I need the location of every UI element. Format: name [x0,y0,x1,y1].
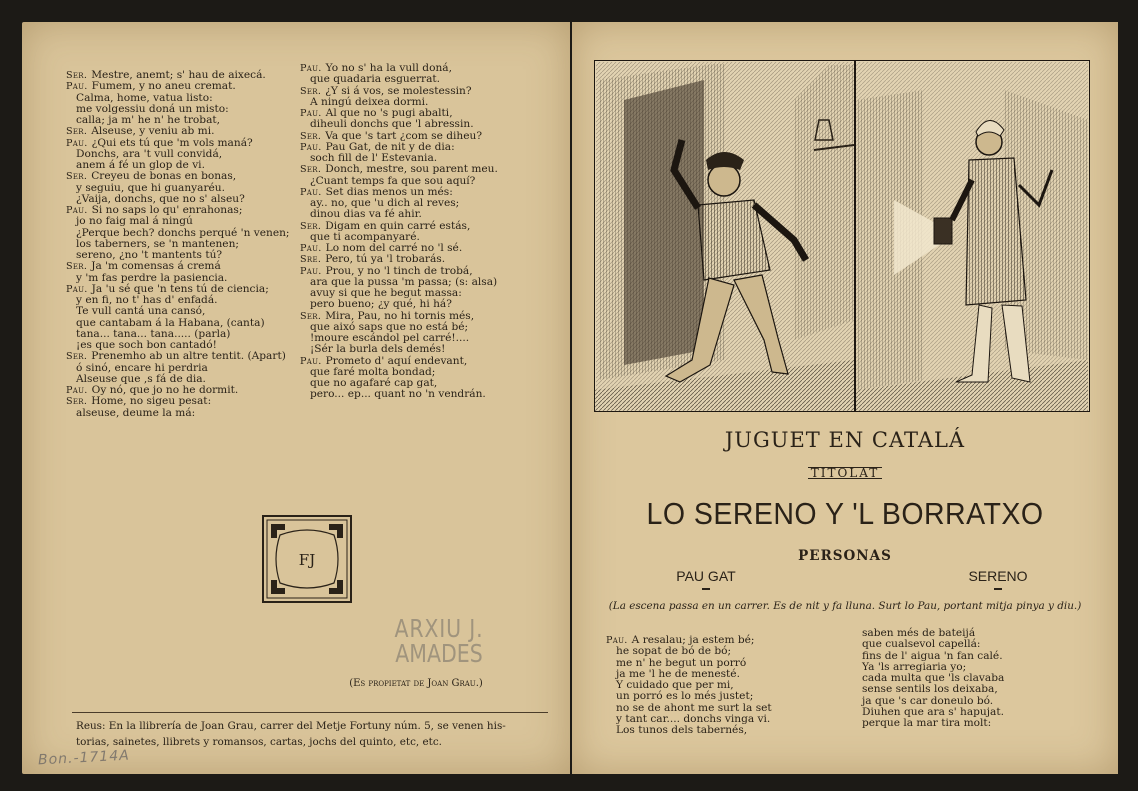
cast-member-sereno [958,568,1038,590]
verse-text: Alseuse que ,s fá de dia. [76,372,206,385]
verse-text: Oy nó, que jo no he dormit. [91,384,239,396]
left-text-column-a [66,70,306,419]
verse-text: ¿Y si á vos, se molestessin? [325,84,472,97]
speaker-label: Pau. [300,355,322,367]
verse-text: pero bueno; ¿y qué, hi há? [310,298,452,311]
verse-text: Al que no 's pugi abalti, [325,107,453,119]
verse-text: me n' he begut un porró [616,656,747,669]
archive-stamp [394,616,484,666]
right-page [572,22,1118,774]
cast-member-pau [666,568,746,590]
speaker-label: Pau. [66,385,88,396]
cast-dash [994,588,1002,590]
verse-text: Alseuse, y veniu ab mi. [91,125,215,138]
verse-text: Prometo d' aquí endevant, [325,354,468,367]
verse-text: A resalau; ja estem bé; [631,634,755,646]
genre-heading: JUGUET EN CATALÁ [724,428,966,452]
verse-text: me volgessiu doná un misto: [76,102,229,115]
titled-text: TITOLAT [808,467,883,479]
verse-text: Lo nom del carré no 'l sé. [325,242,463,254]
verse-text: que cualsevol capellá: [862,638,981,651]
titled-label [572,466,1118,480]
verse-text: soch fill de l' Estevania. [310,152,438,164]
verse-text: que no agafaré cap gat, [310,377,438,389]
stamp-line-2: AMADES [395,639,483,668]
verse-text: Ya 'ls arregiaria yo; [862,660,967,673]
verse-text: calla; ja m' he n' he trobat, [76,114,221,126]
footer-line-1: Reus: En la llibrería de Joan Grau, carrer del Metje Fortuny núm. 5, se venen his- [76,720,506,732]
verse-text: sereno, ¿no 't mantents tú? [76,249,223,261]
verse-text: Prenemho ab un altre tentit. (Apart) [91,350,286,363]
verse-text: y seguiu, que hi guanyaréu. [76,181,225,194]
verse-text: ¿Vaija, donchs, que no s' alseu? [76,192,245,205]
verse-text: Mira, Pau, no hi tornis més, [325,309,475,322]
verse-text: ja que 's car doneulo bó. [862,694,994,707]
verse-text: Pero, tú ya 'l trobarás. [325,253,446,266]
verse-text: que faré molta bondad; [310,365,436,378]
speaker-label: Ser. [66,351,88,363]
stamp-line-1: ARXIU J. [394,614,484,643]
verse-text: !moure escándol pel carré!.... [310,332,470,344]
verse-text: sense sentils los deixaba, [862,683,998,696]
verse-text: Set dias menos un més: [325,185,453,198]
publisher-footer [76,718,552,750]
verse-text: A ningú deixea dormi. [310,95,429,108]
verse-text: Prou, y no 'l tinch de trobá, [325,264,473,277]
verse-text: cada multa que 'ls clavaba [862,672,1005,684]
speaker-label: Ser. [66,396,88,408]
verse-text: fins de l' aigua 'n fan calé. [862,649,1003,662]
right-text-column-b [852,628,1092,729]
footer-line-2: torias, sainetes, llibrets y romansos, cartas, jochs del quinto, etc, etc. [76,736,442,748]
footer-divider [72,712,548,713]
verse-line [300,389,540,400]
cast-name: SERENO [968,568,1028,584]
verse-text: Creyeu de bonas en bonas, [91,170,237,183]
speaker-label: Ser. [66,171,88,183]
verse-text: ay.. no, que 'u dich al reves; [310,197,460,209]
speaker-label: Pau. [66,283,88,295]
verse-text: los taberners, se 'n mantenen; [76,237,239,250]
verse-text: Digam en quin carré estás, [325,219,471,232]
verse-text: que quadaria esguerrat. [310,73,441,86]
verse-text: Va que 's tart ¿com se diheu? [325,129,483,142]
speaker-label: Pau. [300,243,322,254]
verse-text: no se de ahont me surt la set [616,701,772,714]
speaker-label: Ser. [300,220,322,232]
verse-text: he sopat de bó de bó; [616,645,732,658]
speaker-label: Pau. [300,186,322,198]
left-page [22,22,570,774]
verse-text: Te vull cantá una cansó, [76,305,206,318]
verse-text: perque la mar tira molt: [862,717,992,729]
verse-text: anem á fé un glop de vi. [76,159,205,171]
verse-text: ¡Sér la burla dels demés! [310,343,446,356]
verse-text: Los tunos dels tabernés, [616,724,748,736]
verse-text: ja me 'l he de menesté. [616,667,740,680]
woodcut-illustration [594,60,1090,412]
verse-text: ara que la pussa 'm passa; (s: alsa) [310,275,498,288]
verse-text: Ja 'm comensas á cremá [91,260,221,273]
verse-text: y 'm fas perdre la pasiencia. [76,271,228,284]
speaker-label: Ser. [66,126,88,138]
pencil-catalog-mark: Bon.-1714A [37,747,131,769]
verse-text: que aixó saps que no está bé; [310,320,469,333]
speaker-label: Pau. [300,63,322,74]
speaker-label: Ser. [300,310,322,322]
verse-text: ó sinó, encare hi perdria [76,361,208,374]
verse-text: jo no faig mal á ningú [76,215,193,228]
verse-text: avuy si que he begut massa: [310,287,462,299]
cast-dash [702,588,710,590]
ornament-monogram: FJ [298,551,316,569]
left-text-column-b [300,63,540,401]
verse-text: Yo no s' ha la vull doná, [325,62,452,74]
verse-text: saben més de bateijá [862,627,976,639]
cast-heading: PERSONAS [798,548,892,564]
verse-text: Donch, mestre, sou parent meu. [325,163,498,176]
verse-text: dinou dias va fé ahir. [310,208,422,221]
speaker-label: Pau. [300,141,322,153]
verse-text: Ja 'u sé que 'n tens tú de ciencia; [91,282,269,295]
verse-line [66,408,306,419]
verse-text: ¿Cuant temps fa que sou aquí? [310,174,476,187]
speaker-label: Ser. [300,85,322,97]
ownership-note: (Es propietat de Joan Grau.) [349,678,483,689]
speaker-label: Sre. [300,254,322,266]
speaker-label: Ser. [66,70,88,81]
verse-text: que ti acompanyaré. [310,230,420,243]
verse-text: Home, no sigeu pesat: [91,395,212,408]
verse-text: Y cuidado que per mi, [616,679,734,691]
verse-text: pero... ep... quant no 'n vendrán. [310,388,486,401]
verse-text: que cantabam á la Habana, (canta) [76,316,265,329]
verse-text: Diuhen que ara s' hapujat. [862,705,1004,718]
speaker-label: Pau. [300,265,322,277]
verse-text: y tant car.... donchs vinga vi. [616,712,771,725]
verse-text: ¡es que soch bon cantadó! [76,339,217,351]
verse-text: y en fi, no t' has d' enfadá. [76,294,218,306]
verse-text: un porró es lo més justet; [616,690,754,703]
speaker-label: Pau. [300,108,322,119]
ornament-frame [262,515,352,603]
speaker-label: Pau. [66,137,88,149]
verse-text: ¿Qui ets tú que 'm vols maná? [91,136,253,149]
verse-text: diheuli donchs que 'l abressin. [310,118,474,131]
verse-text: Donchs, ara 't vull convidá, [76,147,223,160]
speaker-label: Ser. [300,164,322,176]
play-title: LO SERENO Y 'L BORRATXO [646,496,1044,531]
speaker-label: Ser. [66,261,88,273]
speaker-label: Pau. [66,205,88,216]
verse-text: Si no saps lo qu' enrahonas; [91,204,243,216]
speaker-label: Ser. [300,130,322,142]
verse-line [606,725,846,736]
verse-text: Calma, home, vatua listo: [76,91,213,104]
speaker-label: Pau. [66,81,88,93]
verse-text: Mestre, anemt; s' hau de aixecá. [91,69,266,81]
verse-text: ¿Perque bech? donchs perqué 'n venen; [76,226,290,239]
verse-line [852,718,1092,729]
verse-text: Fumem, y no aneu cremat. [91,80,236,93]
stage-direction: (La escena passa en un carrer. Es de nit y fa lluna. Surt lo Pau, portant mitja pinya y diu.) [608,600,1082,612]
cast-name: PAU GAT [676,568,736,584]
speaker-label: Pau. [606,635,628,646]
right-text-column-a [606,635,846,736]
verse-text: tana... tana... tana..... (parla) [76,327,231,340]
verse-text: Pau Gat, de nit y de dia: [325,140,455,153]
verse-text: alseuse, deume la má: [76,406,196,419]
